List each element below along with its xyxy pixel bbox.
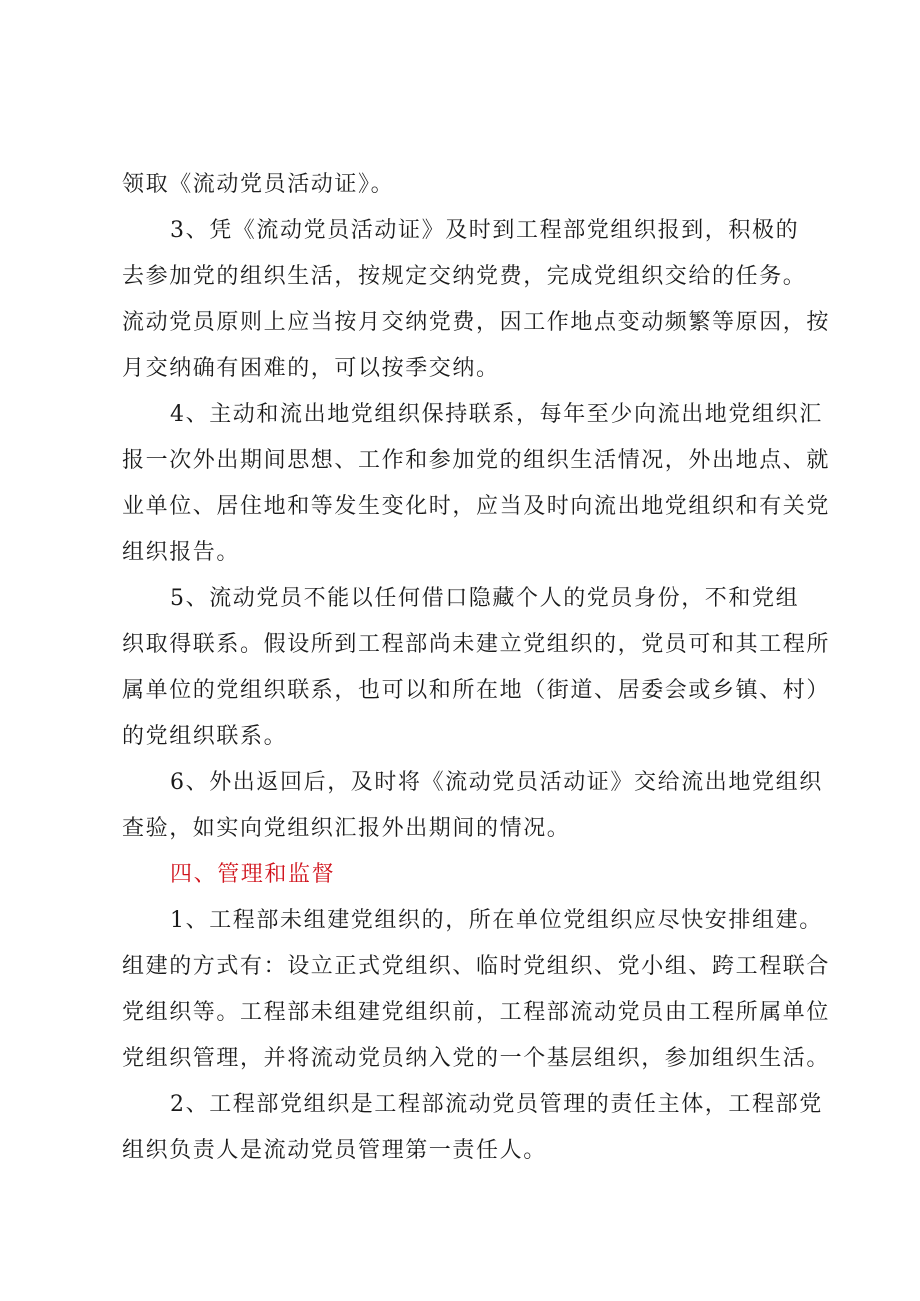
text-line: 月交纳确有困难的，可以按季交纳。 xyxy=(122,356,500,381)
text-line: 组织报告。 xyxy=(122,540,241,565)
text-line: 组织负责人是流动党员管理第一责任人。 xyxy=(122,1138,547,1163)
text-line: 的党组织联系。 xyxy=(122,724,288,749)
paragraph-4-line-1: 4、主动和流出地党组织保持联系，每年至少向流出地党组织汇 xyxy=(170,402,823,427)
text-line: 报一次外出期间思想、工作和参加党的组织生活情况，外出地点、就 xyxy=(122,448,831,473)
section-heading: 四、管理和监督 xyxy=(170,862,336,887)
paragraph-3-line-1: 3、凭《流动党员活动证》及时到工程部党组织报到，积极的 xyxy=(170,218,800,243)
text-line: 流动党员原则上应当按月交纳党费，因工作地点变动频繁等原因，按 xyxy=(122,310,831,335)
paragraph-2-line-1: 2、工程部党组织是工程部流动党员管理的责任主体，工程部党 xyxy=(170,1092,823,1117)
paragraph-5-line-1: 5、流动党员不能以任何借口隐藏个人的党员身份，不和党组 xyxy=(170,586,800,611)
text-line: 党组织等。工程部未组建党组织前，工程部流动党员由工程所属单位 xyxy=(122,1000,831,1025)
text-line: 织取得联系。假设所到工程部尚未建立党组织的，党员可和其工程所 xyxy=(122,632,831,657)
text-line: 属单位的党组织联系，也可以和所在地（街道、居委会或乡镇、村） xyxy=(122,678,831,703)
text-line: 组建的方式有：设立正式党组织、临时党组织、党小组、跨工程联合 xyxy=(122,954,831,979)
paragraph-1-line-1: 1、工程部未组建党组织的，所在单位党组织应尽快安排组建。 xyxy=(170,908,823,933)
text-line: 查验，如实向党组织汇报外出期间的情况。 xyxy=(122,816,571,841)
text-line: 去参加党的组织生活，按规定交纳党费，完成党组织交给的任务。 xyxy=(122,264,807,289)
paragraph-6-line-1: 6、外出返回后，及时将《流动党员活动证》交给流出地党组织 xyxy=(170,770,823,795)
text-line: 领取《流动党员活动证》。 xyxy=(122,172,395,197)
text-line: 党组织管理，并将流动党员纳入党的一个基层组织，参加组织生活。 xyxy=(122,1046,831,1071)
text-line: 业单位、居住地和等发生变化时，应当及时向流出地党组织和有关党 xyxy=(122,494,831,519)
